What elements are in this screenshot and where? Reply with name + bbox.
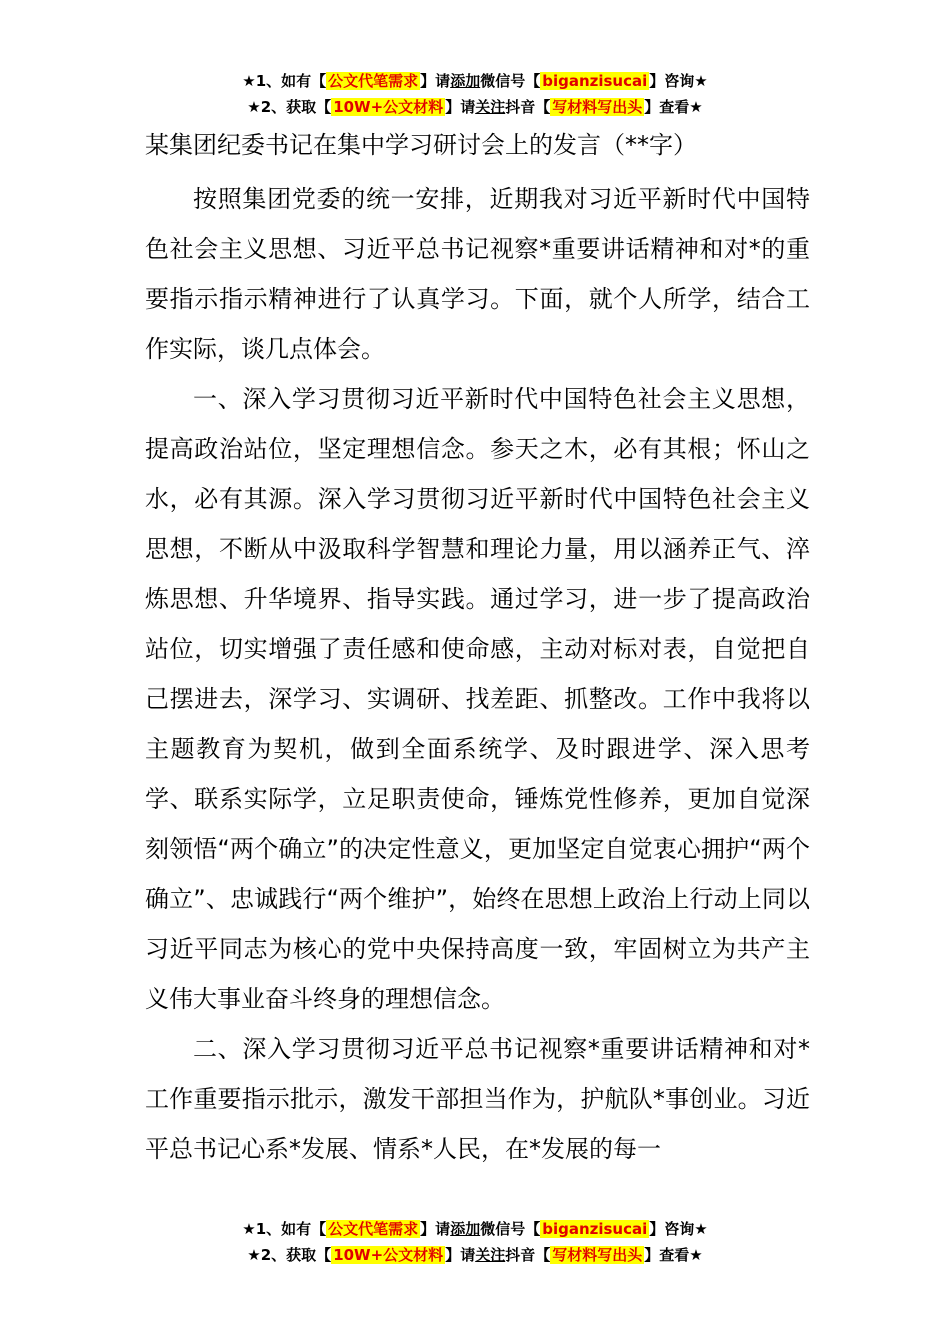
- banner-line-1: [0, 68, 950, 94]
- banner-line-1: [0, 1216, 950, 1242]
- banner-text: 抖音【: [505, 98, 551, 116]
- top-banner: [0, 68, 950, 120]
- banner-text: 抖音【: [505, 1246, 551, 1264]
- paragraph-section-2: 二、深入学习贯彻习近平总书记视察*重要讲话精神和对*工作重要指示批示，激发干部担当作为，护航队*事创业。习近平总书记心系*发展、情系*人民，在*发展的每一: [145, 1035, 810, 1163]
- banner-underline: 添加: [450, 1220, 481, 1238]
- banner-line-2: [0, 94, 950, 120]
- paragraph-section-1: 一、深入学习贯彻习近平新时代中国特色社会主义思想，提高政治站位，坚定理想信念。参天之木，必有其根；怀山之水，必有其源。深入学习贯彻习近平新时代中国特色社会主义思想，不断从中汲取科学智慧和理论力量，用以涵养正气、淬炼思想、升华境界、指导实践。通过学习，进一步了提高政治站位，切实增强了责任感和使命感，主动对标对表，自觉把自己摆进去，深学习、实调研、找差距、抓整改。工作中我将以主题教育为契机，做到全面系统学、及时跟进学、深入思考学、联系实际学，立足职责使命，锤炼党性修养，更加自觉深刻领悟“两个确立”的决定性意义，更加坚定自觉衷心拥护“两个确立”、忠诚践行“两个维护”，始终在思想上政治上行动上同以习近平同志为核心的党中央保持高度一致，牢固树立为共产主义伟大事业奋斗终身的理想信念。: [145, 385, 810, 1013]
- paragraph-intro: 按照集团党委的统一安排，近期我对习近平新时代中国特色社会主义思想、习近平总书记视察*重要讲话精神和对*的重要指示指示精神进行了认真学习。下面，就个人所学，结合工作实际，谈几点体会。: [145, 185, 810, 363]
- highlight-wechat-id: biganzisucai: [542, 1220, 648, 1238]
- banner-text: 微信号【: [480, 1220, 541, 1238]
- document-title: 某集团纪委书记在集中学习研讨会上的发言（**字）: [145, 131, 697, 159]
- banner-text: 】请: [445, 98, 476, 116]
- highlight-materials: 10W+公文材料: [333, 98, 444, 116]
- banner-text: 微信号【: [480, 72, 541, 90]
- banner-text: 】请: [420, 72, 451, 90]
- banner-text: 】请: [445, 1246, 476, 1264]
- highlight-douyin: 写材料写出头: [552, 98, 643, 116]
- highlight-ghostwriting: 公文代笔需求: [328, 1220, 419, 1238]
- highlight-douyin: 写材料写出头: [552, 1246, 643, 1264]
- banner-text: ★2、获取【: [247, 1246, 332, 1264]
- highlight-ghostwriting: 公文代笔需求: [328, 72, 419, 90]
- banner-text: 】查看★: [644, 1246, 703, 1264]
- banner-text: 】查看★: [644, 98, 703, 116]
- highlight-wechat-id: biganzisucai: [542, 72, 648, 90]
- banner-text: ★1、如有【: [242, 1220, 327, 1238]
- banner-text: 】咨询★: [649, 1220, 708, 1238]
- banner-text: 】咨询★: [649, 72, 708, 90]
- banner-text: 】请: [420, 1220, 451, 1238]
- banner-underline: 关注: [475, 1246, 506, 1264]
- banner-underline: 关注: [475, 98, 506, 116]
- banner-text: ★2、获取【: [247, 98, 332, 116]
- banner-underline: 添加: [450, 72, 481, 90]
- highlight-materials: 10W+公文材料: [333, 1246, 444, 1264]
- bottom-banner: [0, 1216, 950, 1268]
- banner-text: ★1、如有【: [242, 72, 327, 90]
- banner-line-2: [0, 1242, 950, 1268]
- document-body: [145, 174, 810, 1174]
